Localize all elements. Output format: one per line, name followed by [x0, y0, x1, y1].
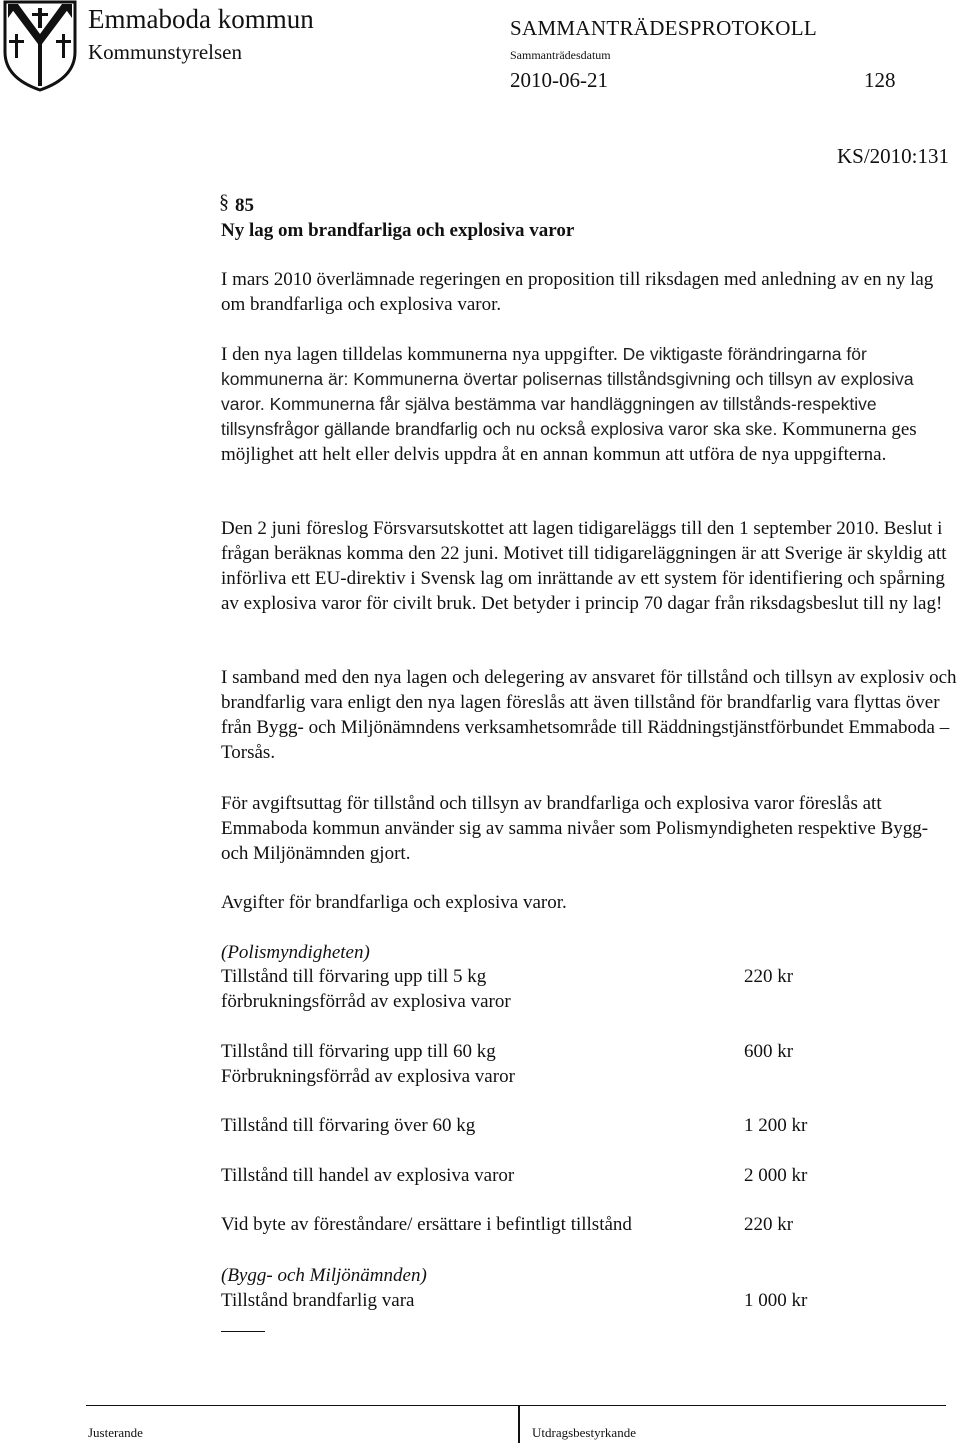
footer-utdragsbestyrkande-label: Utdragsbestyrkande — [532, 1425, 636, 1440]
meeting-date: 2010-06-21 — [510, 68, 608, 92]
paragraph-3-text: Den 2 juni föreslog Försvarsutskottet att lagen tidigareläggs till den 1 september 2010. Beslut i frågan beräknas komma den 22 juni. Motivet till tidigareläggningen är att Sverige är skyldig att införliva ett EU-direktiv i Svensk lag om inrättande av ett system för identifiering och spårning av explosiva varor för civilt bruk. Det betyder i princip 70 dagar från riksdagsbeslut till ny lag! — [221, 518, 947, 614]
fee-item-1-amount: 220 kr — [744, 966, 794, 987]
paragraph-5-text: För avgiftsuttag för tillstånd och tillsyn av brandfarliga och explosiva varor föreslås att Emmaboda kommun använder sig av samma nivåer som Polismyndigheten respektive Bygg- och Miljönämnden gjort. — [221, 793, 929, 864]
paragraph-6 — [221, 890, 957, 915]
paragraph-3 — [221, 516, 957, 616]
fee-item-4-amount: 2 000 kr — [744, 1165, 808, 1186]
fee-item-2-line2: Förbrukningsförråd av explosiva varor — [221, 1066, 515, 1087]
fee-item-5-line1: Vid byte av föreståndare/ ersättare i befintligt tillstånd — [221, 1214, 632, 1235]
paragraph-5 — [221, 791, 957, 866]
fee-item-4-line1: Tillstånd till handel av explosiva varor — [221, 1165, 515, 1186]
paragraph-1 — [221, 267, 957, 317]
footer-separator — [518, 1405, 520, 1443]
paragraph-2-changes: De viktigaste förändringarna för kommunerna är: Kommunerna övertar polisernas tillståndsgivning och tillsyn av explosiva varor. Kommunerna får själva bestämma var handläggningen av tillstånds-respektive tillsynsfrågor gällande brandfarlig och nu också explosiva varor ska ske. — [221, 344, 914, 439]
organization-department: Kommunstyrelsen — [88, 40, 242, 64]
organization-name: Emmaboda kommun — [88, 4, 314, 34]
fee-item-5-amount: 220 kr — [744, 1214, 794, 1235]
paragraph-4-text: I samband med den nya lagen och delegering av ansvaret för tillstånd och tillsyn av explosiv och brandfarlig vara enligt den nya lagen föreslås att även tillstånd för brandfarlig vara flyttas över från Bygg- och Miljönämndens verksamhetsområde till Räddningstjänstförbundet Emmaboda – Torsås. — [221, 667, 957, 763]
case-number: KS/2010:131 — [837, 144, 950, 168]
end-rule — [221, 1331, 265, 1332]
fee-item-1-line1: Tillstånd till förvaring upp till 5 kg — [221, 966, 487, 987]
page-number: 128 — [864, 68, 896, 92]
meeting-date-label: Sammanträdesdatum — [510, 48, 611, 62]
section-title: Ny lag om brandfarliga och explosiva varor — [221, 220, 575, 241]
municipality-logo — [2, 0, 78, 92]
paragraph-2 — [221, 342, 957, 467]
paragraph-2-intro: I den nya lagen tilldelas kommunerna nya uppgifter. — [221, 344, 618, 365]
fees-intro: Avgifter för brandfarliga och explosiva varor. — [221, 892, 567, 913]
footer-justerande-label: Justerande — [88, 1425, 143, 1440]
coat-of-arms-icon — [2, 0, 78, 92]
fee-item-6-amount: 1 000 kr — [744, 1290, 808, 1311]
fee-item-6-line1: Tillstånd brandfarlig vara — [221, 1290, 415, 1311]
section-heading — [221, 193, 574, 243]
document-type: SAMMANTRÄDESPROTOKOLL — [510, 16, 817, 40]
paragraph-1-text: I mars 2010 överlämnade regeringen en proposition till riksdagen med anledning av en ny lag om brandfarliga och explosiva varor. — [221, 269, 934, 315]
fee-item-2-amount: 600 kr — [744, 1041, 794, 1062]
fee-group-building-heading: (Bygg- och Miljönämnden) — [221, 1265, 427, 1286]
fee-item-2-line1: Tillstånd till förvaring upp till 60 kg — [221, 1041, 496, 1062]
footer-rule — [86, 1405, 946, 1406]
fee-group-police-heading: (Polismyndigheten) — [221, 942, 370, 963]
fee-item-3-amount: 1 200 kr — [744, 1115, 808, 1136]
fee-item-3-line1: Tillstånd till förvaring över 60 kg — [221, 1115, 476, 1136]
paragraph-2-end: Kommunerna ges möjlighet att helt eller delvis uppdra åt en annan kommun att utföra de nya uppgifterna. — [221, 419, 917, 465]
section-number: 85 — [235, 195, 254, 216]
paragraph-4 — [221, 665, 957, 765]
fee-item-1-line2: förbrukningsförråd av explosiva varor — [221, 991, 511, 1012]
section-symbol: § — [219, 191, 229, 213]
